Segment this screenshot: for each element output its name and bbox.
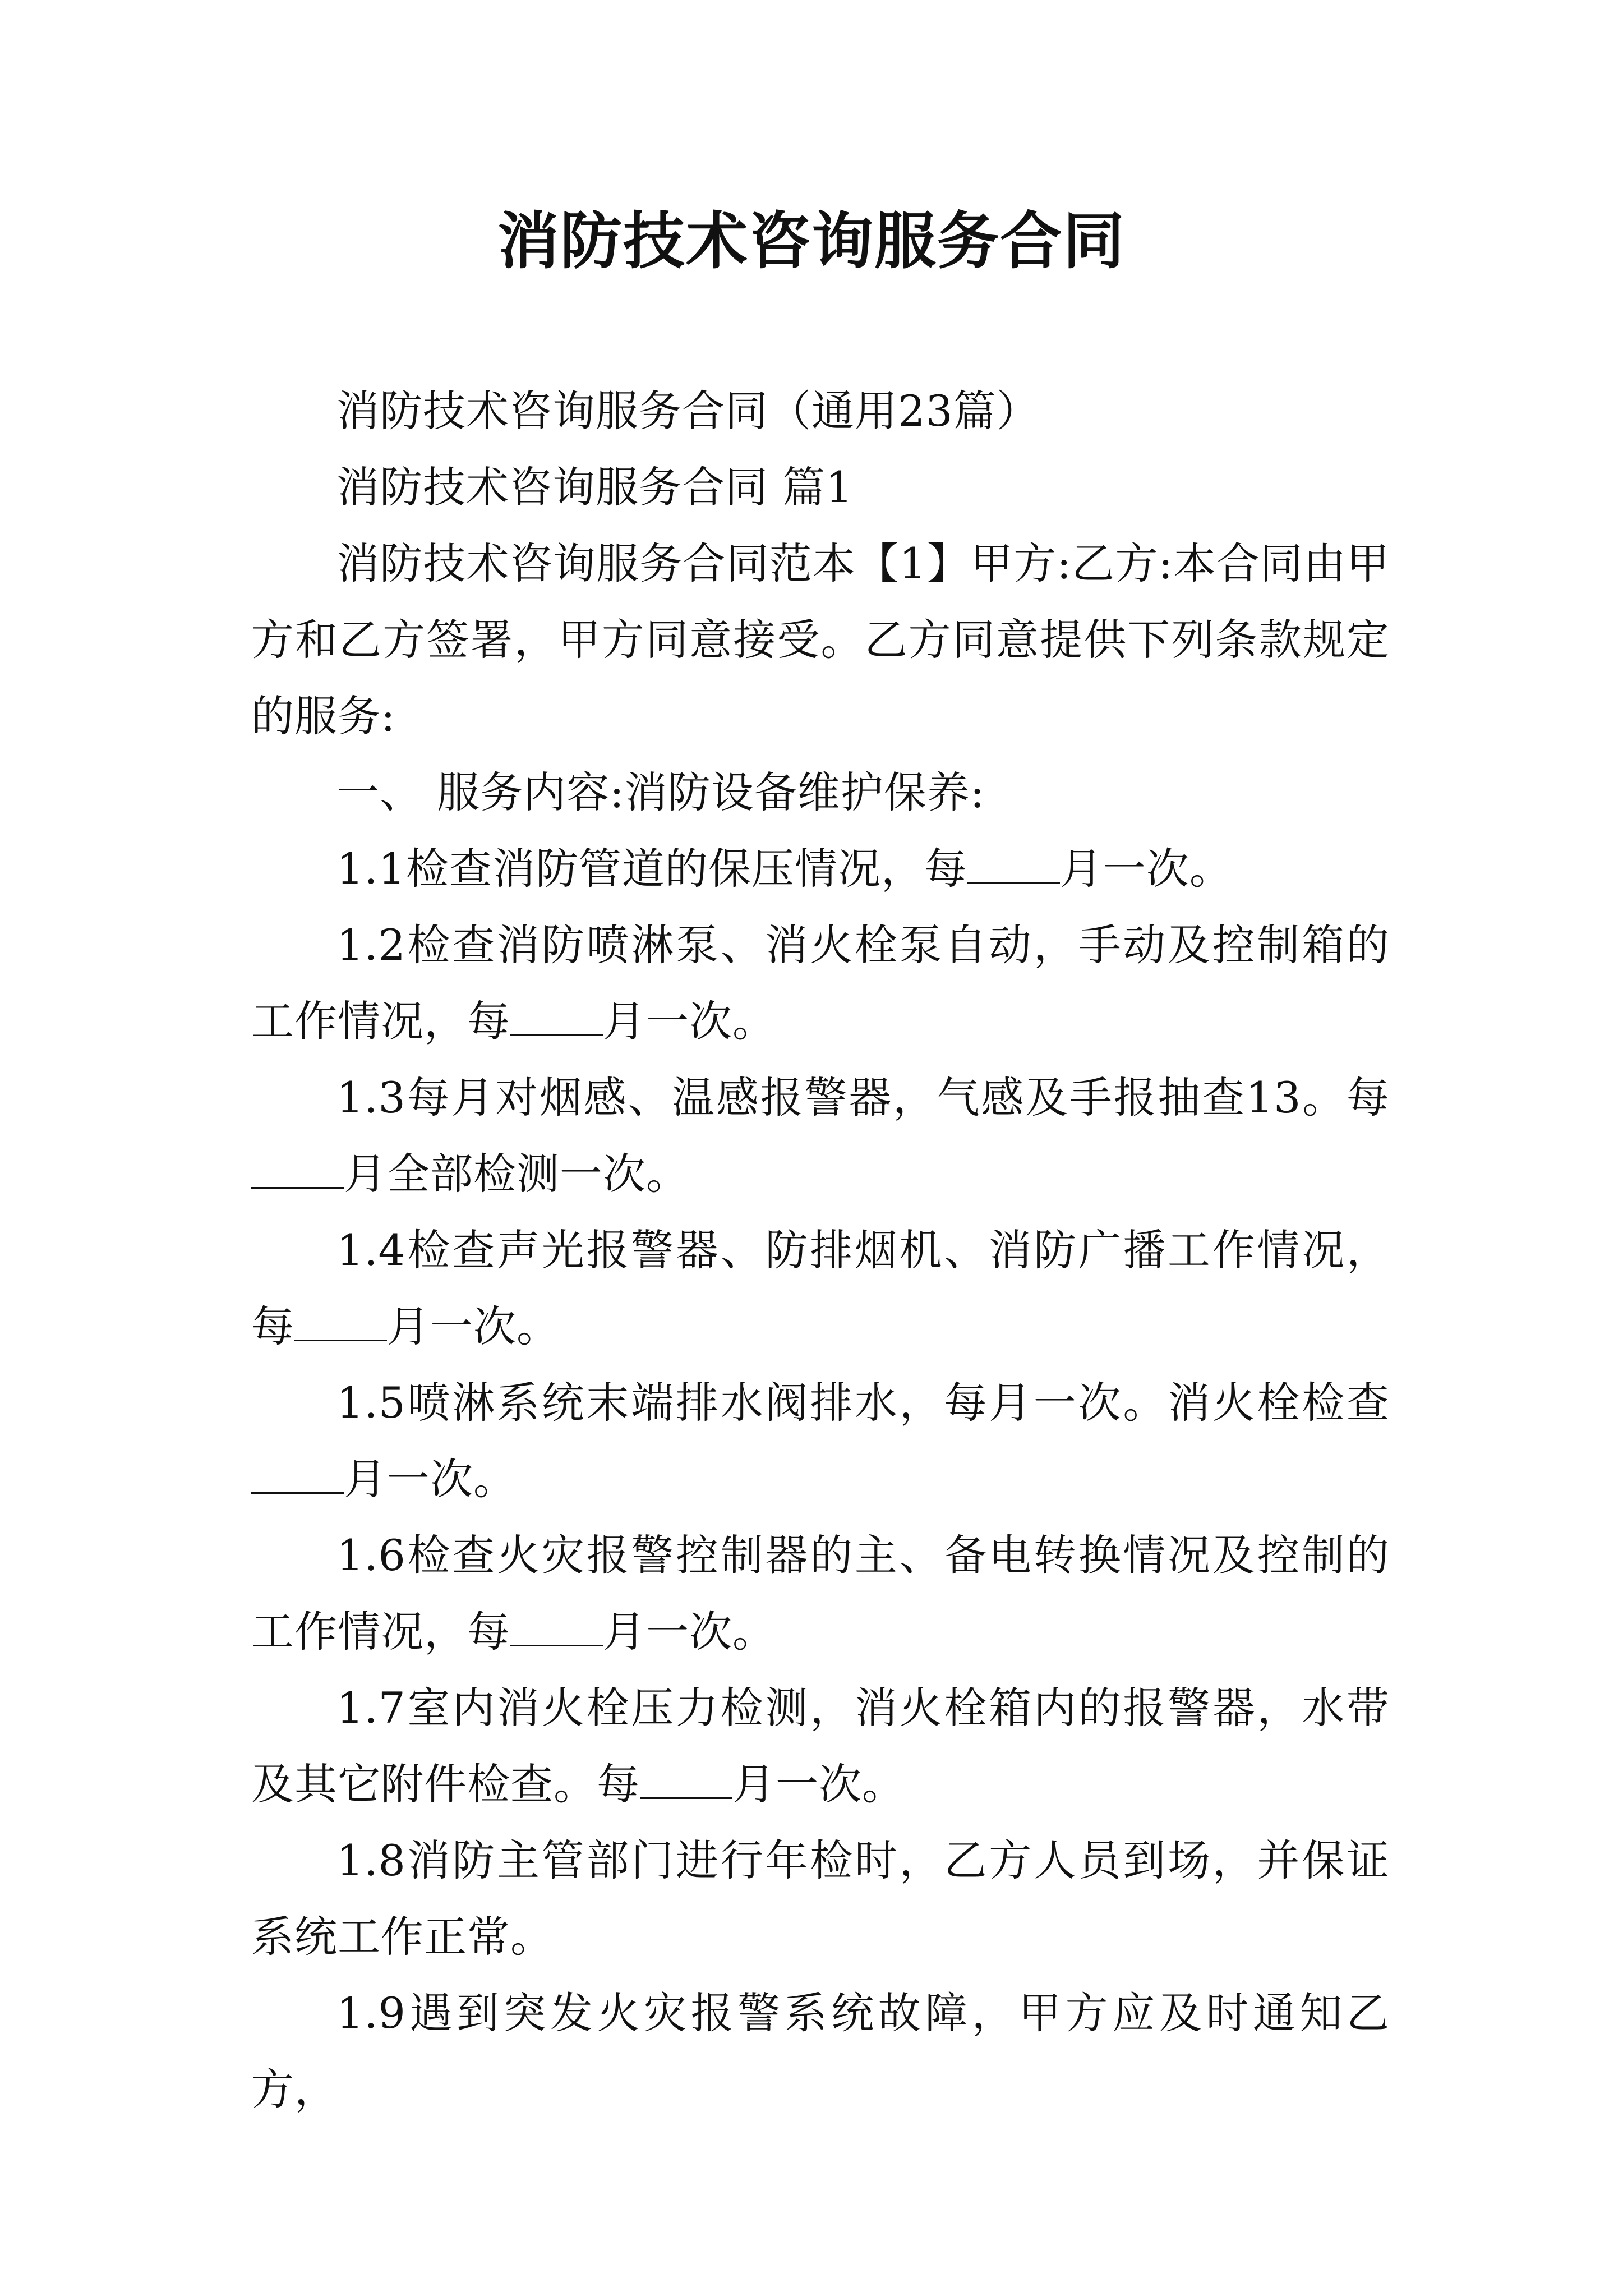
blank-line	[251, 1152, 344, 1189]
clause-text: 月一次。	[1059, 844, 1233, 894]
clause-text: 月一次。	[387, 1301, 560, 1351]
clause-text: 1.5喷淋系统末端排水阀排水，每月一次。消火栓检查	[336, 1378, 1390, 1428]
clause-text: 1.6检查火灾报警控制器的主、备电转换情况及控制的工作情况，每	[251, 1530, 1390, 1657]
clause-text: 月一次。	[732, 1759, 905, 1809]
clause-1-3	[251, 1060, 1390, 1212]
document-title: 消防技术咨询服务合同	[497, 205, 1126, 277]
clause-text: 1.2检查消防喷淋泵、消火栓泵自动，手动及控制箱的工作情况，每	[251, 920, 1390, 1046]
clause-1-6	[251, 1517, 1390, 1670]
clause-text: 月一次。	[603, 1607, 776, 1657]
blank-line	[251, 1457, 344, 1494]
paragraph-section-heading: 消防技术咨询服务合同 篇1	[336, 462, 854, 512]
blank-line	[510, 1000, 603, 1036]
clause-1-2	[251, 907, 1390, 1060]
clause-1-9: 1.9遇到突发火灾报警系统故障，甲方应及时通知乙方，	[251, 1988, 1390, 2114]
blank-line	[294, 1305, 387, 1341]
clause-1-1	[251, 831, 1390, 907]
paragraph-subtitle: 消防技术咨询服务合同（通用23篇）	[336, 386, 1040, 436]
paragraph-intro: 消防技术咨询服务合同范本【1】甲方:乙方:本合同由甲方和乙方签署，甲方同意接受。乙方同意提供下列条款规定的服务:	[251, 539, 1390, 741]
clause-text: 月一次。	[603, 996, 776, 1046]
document-body	[251, 373, 1390, 2128]
clause-1-4	[251, 1212, 1390, 1365]
blank-line	[510, 1610, 603, 1646]
clause-1-7	[251, 1670, 1390, 1823]
clause-1-8: 1.8消防主管部门进行年检时，乙方人员到场，并保证系统工作正常。	[251, 1835, 1390, 1962]
blank-line	[640, 1763, 732, 1799]
clause-text: 1.7室内消火栓压力检测，消火栓箱内的报警器，水带及其它附件检查。每	[251, 1683, 1390, 1809]
clause-text: 1.1检查消防管道的保压情况，每	[336, 844, 967, 894]
clause-text: 1.4检查声光报警器、防排烟机、消防广播工作情况，每	[251, 1225, 1390, 1351]
clause-text: 月全部检测一次。	[344, 1149, 689, 1199]
clause-text: 月一次。	[344, 1454, 517, 1504]
clause-1-5	[251, 1365, 1390, 1517]
blank-line	[967, 847, 1060, 884]
paragraph-service-content: 一、 服务内容:消防设备维护保养:	[336, 767, 985, 817]
clause-text: 1.3每月对烟感、温感报警器，气感及手报抽查13。每	[336, 1073, 1390, 1122]
